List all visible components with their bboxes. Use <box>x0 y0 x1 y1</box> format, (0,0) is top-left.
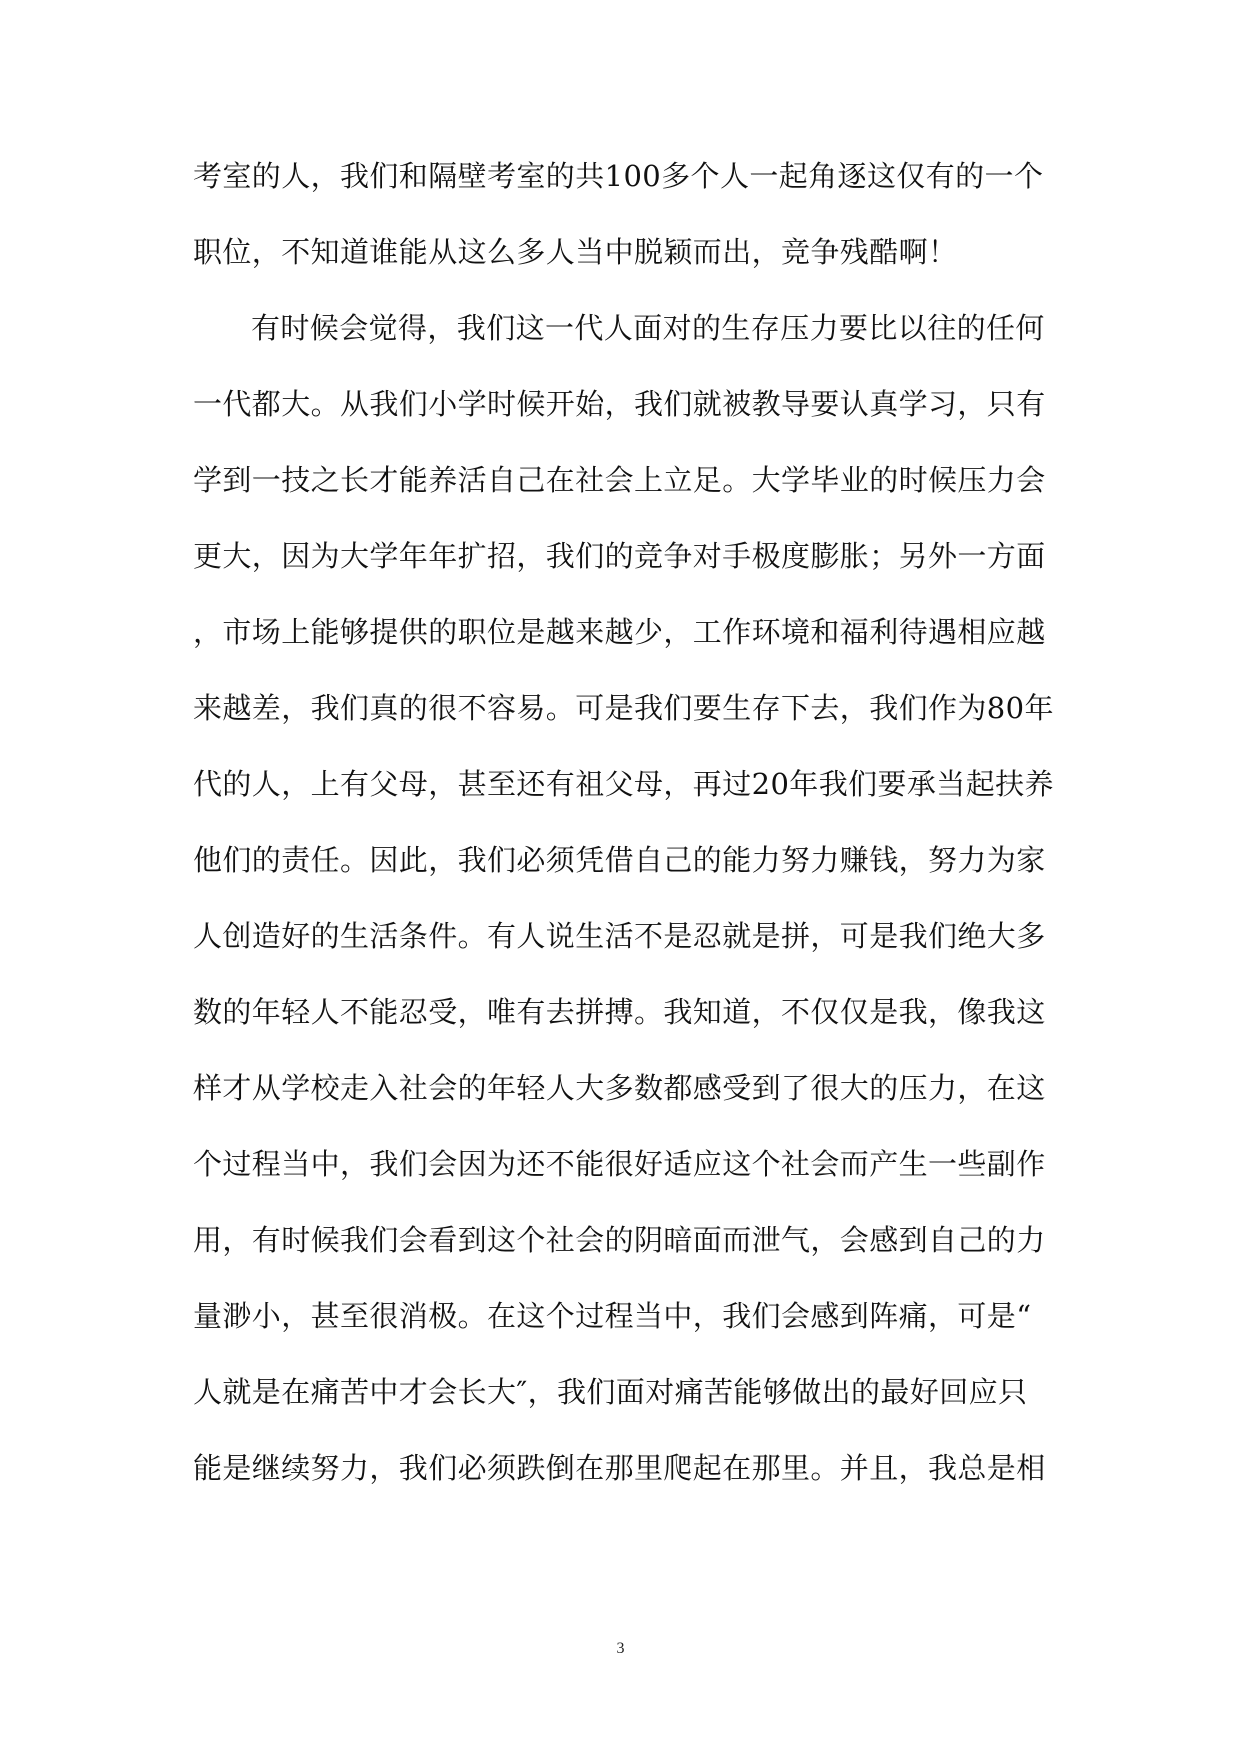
text-line: 一代都大。从我们小学时候开始，我们就被教导要认真学习，只有 <box>193 387 1046 421</box>
text-line: 学到一技之长才能养活自己在社会上立足。大学毕业的时候压力会 <box>193 463 1046 497</box>
text-line: 用，有时候我们会看到这个社会的阴暗面而泄气，会感到自己的力 <box>193 1223 1046 1257</box>
text-line: 来越差，我们真的很不容易。可是我们要生存下去，我们作为80年 <box>193 691 1054 725</box>
text-line: 数的年轻人不能忍受，唯有去拼搏。我知道，不仅仅是我，像我这 <box>193 995 1046 1029</box>
text-line: 考室的人，我们和隔壁考室的共100多个人一起角逐这仅有的一个 <box>193 159 1044 193</box>
text-line: 量渺小，甚至很消极。在这个过程当中，我们会感到阵痛，可是“ <box>193 1299 1032 1333</box>
text-line: 代的人，上有父母，甚至还有祖父母，再过20年我们要承当起扶养 <box>193 767 1054 801</box>
text-line: 更大，因为大学年年扩招，我们的竞争对手极度膨胀；另外一方面 <box>193 539 1046 573</box>
text-line: 职位，不知道谁能从这么多人当中脱颖而出，竞争残酷啊！ <box>193 235 958 269</box>
text-line: 能是继续努力，我们必须跌倒在那里爬起在那里。并且，我总是相 <box>193 1451 1046 1485</box>
text-line: 人就是在痛苦中才会长大″，我们面对痛苦能够做出的最好回应只 <box>193 1375 1028 1409</box>
page-number: 3 <box>616 1640 625 1657</box>
paragraph-first-line: 有时候会觉得，我们这一代人面对的生存压力要比以往的任何 <box>251 311 1045 345</box>
text-line: 他们的责任。因此，我们必须凭借自己的能力努力赚钱，努力为家 <box>193 843 1046 877</box>
text-line: 个过程当中，我们会因为还不能很好适应这个社会而产生一些副作 <box>193 1147 1046 1181</box>
text-line: 人创造好的生活条件。有人说生活不是忍就是拼，可是我们绝大多 <box>193 919 1046 953</box>
text-line: 样才从学校走入社会的年轻人大多数都感受到了很大的压力，在这 <box>193 1071 1046 1105</box>
text-line: ，市场上能够提供的职位是越来越少，工作环境和福利待遇相应越 <box>193 615 1046 649</box>
